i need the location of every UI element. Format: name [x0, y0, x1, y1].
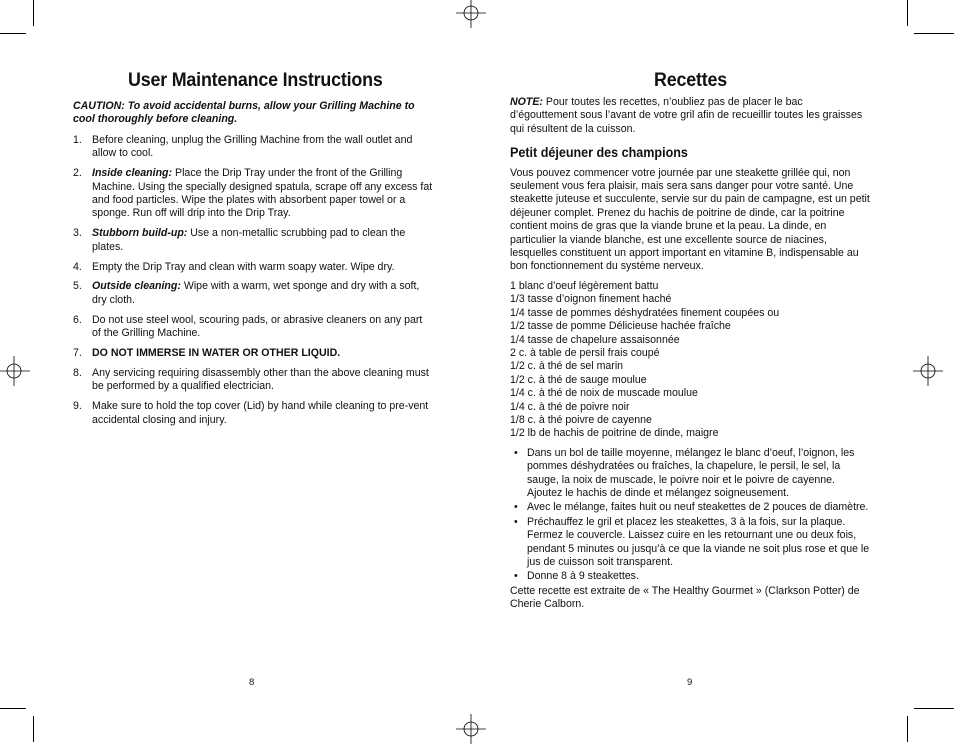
direction-item: • Avec le mélange, faites huit ou neuf steakettes de 2 pouces de diamètre.: [510, 501, 872, 514]
step-item: [73, 227, 433, 254]
step-number: 2.: [73, 167, 82, 180]
ingredient-item: 1/4 tasse de chapelure assaisonnée: [510, 333, 680, 346]
ingredient-item: 1/2 tasse de pomme Délicieuse hachée fraîche: [510, 320, 731, 333]
step-text: Make sure to hold the top cover (Lid) by hand while cleaning to pre-vent accidental closing and injury.: [92, 400, 429, 426]
step-text: Use a non-metallic scrubbing pad to clean the plates.: [92, 227, 406, 253]
step-item: [73, 314, 433, 341]
step-number: 3.: [73, 227, 82, 240]
step-item: [73, 280, 433, 307]
step-item: [73, 400, 433, 427]
step-item: [73, 134, 433, 161]
note-text: Pour toutes les recettes, n’oubliez pas de placer le bac d’égouttement sous l’avant de votre gril afin de recueillir toutes les graisses qui résultent de la cuisson.: [510, 96, 863, 135]
ingredient-item: 1/2 c. à thé de sel marin: [510, 360, 624, 373]
recipe-content: [510, 96, 872, 612]
maintenance-content: [73, 100, 433, 434]
step-text: Any servicing requiring disassembly other than the above cleaning must be performed by a qualified electrician.: [92, 367, 429, 393]
step-number: 9.: [73, 400, 82, 413]
recipe-source: Cette recette est extraite de « The Healthy Gourmet » (Clarkson Potter) de Cherie Calborn.: [510, 584, 860, 611]
direction-item: • Dans un bol de taille moyenne, mélangez le blanc d’oeuf, l’oignon, les pommes déshydratées ou fraîches, la chapelure, le persil, le sel, la sauge, la noix de muscade, le poivre noir et le poivre de cayenne. Ajoutez le hachis de dinde et mélangez soigneusement.: [510, 447, 872, 501]
step-text: Empty the Drip Tray and clean with warm soapy water. Wipe dry.: [92, 260, 395, 273]
step-text: Wipe with a warm, wet sponge and dry with a soft, dry cloth.: [92, 280, 420, 306]
note-paragraph: [510, 96, 872, 136]
direction-item: • Donne 8 à 9 steakettes.: [510, 570, 872, 583]
step-lead: Outside cleaning:: [92, 280, 181, 293]
step-text: Before cleaning, unplug the Grilling Machine from the wall outlet and allow to cool.: [92, 133, 413, 160]
page-title-recipes: Recettes: [654, 70, 727, 91]
step-number: 4.: [73, 260, 82, 273]
ingredient-item: 2 c. à table de persil frais coupé: [510, 346, 660, 359]
ingredient-item: 1/4 c. à thé de noix de muscade moulue: [510, 387, 698, 400]
step-item: [73, 167, 433, 221]
page-number: 8: [249, 677, 255, 688]
ingredient-item: 1/2 lb de hachis de poitrine de dinde, maigre: [510, 427, 719, 440]
page-title-maintenance: User Maintenance Instructions: [128, 70, 383, 91]
recipe-title: Petit déjeuner des champions: [510, 145, 688, 161]
step-number: 5.: [73, 280, 82, 293]
step-number: 1.: [73, 133, 82, 146]
step-lead: Inside cleaning:: [92, 167, 173, 180]
step-number: 6.: [73, 313, 82, 326]
step-item: [73, 261, 433, 274]
ingredient-item: 1 blanc d’oeuf légèrement battu: [510, 279, 659, 292]
step-text: Do not use steel wool, scouring pads, or abrasive cleaners on any part of the Grilling Machine.: [92, 313, 423, 340]
step-number: 7.: [73, 347, 82, 360]
step-number: 8.: [73, 367, 82, 379]
recipe-intro: Vous pouvez commencer votre journée par une steakette grillée qui, non seulement vous fera plaisir, mais sera sans danger pour votre santé. Une steakette juteuse et succulente, servie sur du pain de campagne, est un petit déjeuner complet. Prenez du hachis de poitrine de dinde, car la poitrine contient moins de gras que la viande brune et la peau. La dinde, en particulier la viande blanche, est une excellente source de niacines, lesquelles constituent un apport important en vitamine B, indispensable au bon fonctionnement du système nerveux.: [510, 166, 870, 273]
caution-text: CAUTION: To avoid accidental burns, allow your Grilling Machine to cool thoroughly before cleaning.: [73, 100, 415, 126]
page-left: [0, 0, 477, 742]
step-lead: Stubborn build-up:: [92, 227, 188, 240]
step-text: Place the Drip Tray under the front of the Grilling Machine. Using the specially designed spatula, scrape off any excess fat and food particles. Wipe the plates with absorbent paper towel or a sponge. Run off will drip into the Drip Tray.: [92, 167, 433, 220]
note-label: NOTE:: [510, 96, 543, 108]
direction-item: • Préchauffez le gril et placez les steakettes, 3 à la fois, sur la plaque. Fermez le couvercle. Laissez cuire en les retournant une ou deux fois, pendant 5 minutes ou jusqu’à ce que la viande ne soit plus rose et que le jus de cuisson soit transparent.: [510, 516, 872, 570]
step-item: [73, 347, 433, 360]
ingredient-list: [510, 280, 872, 441]
direction-list: [510, 447, 872, 584]
ingredient-item: 1/4 c. à thé de poivre noir: [510, 400, 630, 413]
page-number: 9: [687, 677, 693, 688]
ingredient-item: 1/2 c. à thé de sauge moulue: [510, 373, 647, 386]
ingredient-item: 1/3 tasse d’oignon finement haché: [510, 293, 672, 306]
page-right: [477, 0, 954, 742]
ingredient-item: 1/4 tasse de pommes déshydratées finement coupées ou: [510, 306, 780, 319]
maintenance-steps: [73, 134, 433, 427]
step-item: [73, 367, 433, 394]
ingredient-item: 1/8 c. à thé poivre de cayenne: [510, 413, 652, 426]
step-warning: DO NOT IMMERSE IN WATER OR OTHER LIQUID.: [92, 347, 341, 360]
